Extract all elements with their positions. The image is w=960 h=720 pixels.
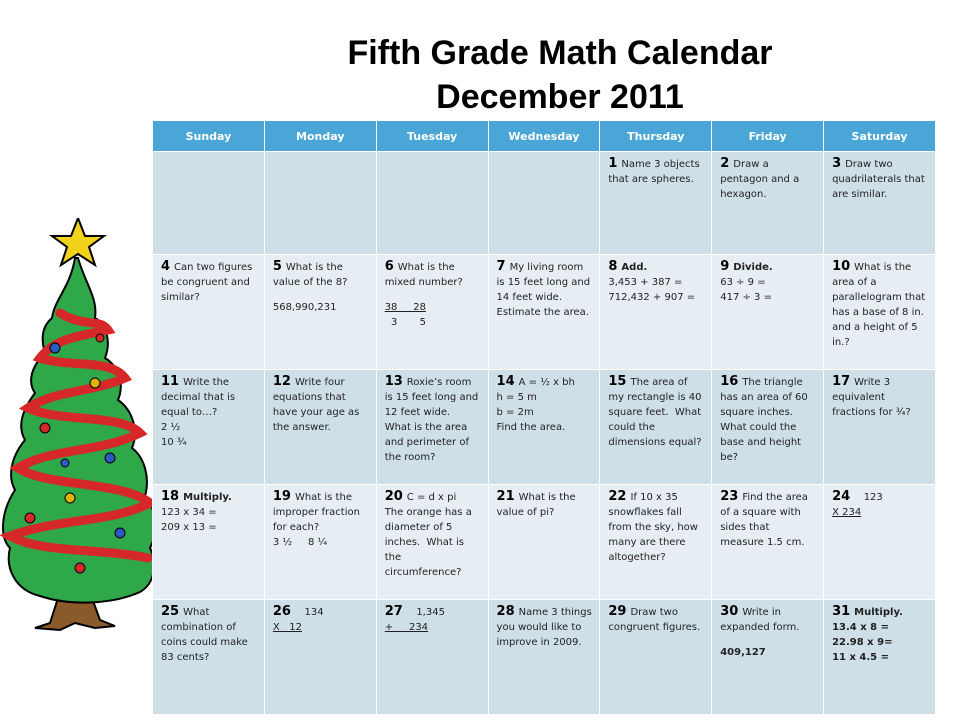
day-number: 8 <box>608 259 618 274</box>
day-number: 2 <box>720 156 730 171</box>
calendar-day-cell <box>376 152 488 255</box>
day-prompt-text: What is the improper fraction for each? <box>272 492 364 533</box>
calendar-day-cell <box>153 255 265 370</box>
day-prompt-text: If 10 x 35 snowflakes fall from the sky, how many are there altogether? <box>608 492 702 563</box>
calendar-day-cell <box>824 370 936 485</box>
day-prompt-text: Name 3 things you would like to improve in 2009. <box>496 607 595 648</box>
day-prompt-text: Roxie’s room is 15 feet long and 12 feet wide. What is the area and perimeter of the room? <box>384 377 482 463</box>
day-prompt-text: Add. <box>621 262 648 273</box>
calendar-day-cell <box>488 600 600 715</box>
calendar-day-cell <box>824 255 936 370</box>
day-prompt-text: Divide. <box>733 262 773 273</box>
calendar-day-cell <box>376 485 488 600</box>
day-prompt-text: 123 <box>854 492 883 503</box>
day-prompt-text: The area of my rectangle is 40 square feet. What could the dimensions equal? <box>608 377 705 448</box>
day-number: 1 <box>608 156 618 171</box>
calendar-day-cell <box>712 600 824 715</box>
calendar-day-cell <box>824 152 936 255</box>
day-prompt-text: 409,127 <box>720 647 766 658</box>
day-number: 17 <box>832 374 851 389</box>
day-prompt-text <box>385 290 481 300</box>
day-number: 9 <box>720 259 730 274</box>
calendar-day-cell <box>600 600 712 715</box>
calendar-week-row <box>153 485 936 600</box>
day-prompt-text: 10 ¾ <box>161 437 187 448</box>
day-prompt-text: Multiply. <box>854 607 903 618</box>
calendar-day-cell <box>264 600 376 715</box>
calendar-table <box>152 120 936 715</box>
calendar-week-row <box>153 152 936 255</box>
day-prompt-text: My living room is 15 feet long and 14 feet wide. Estimate the area. <box>496 262 594 318</box>
day-prompt-text: 3 ½ 8 ¼ <box>272 537 328 548</box>
day-number: 16 <box>720 374 739 389</box>
calendar-day-cell <box>264 485 376 600</box>
day-number: 12 <box>272 374 291 389</box>
calendar-day-cell <box>712 485 824 600</box>
day-prompt-text: What combination of coins could make 83 cents? <box>161 607 252 663</box>
page-subtitle: December 2011 <box>436 78 684 116</box>
calendar-day-cell <box>488 255 600 370</box>
day-prompt-text: 417 ÷ 3 = <box>720 292 772 303</box>
calendar-day-cell <box>376 370 488 485</box>
day-number: 25 <box>161 604 180 619</box>
day-prompt-text: 2 ½ <box>161 422 181 433</box>
day-number: 19 <box>272 489 291 504</box>
day-prompt-text <box>720 635 816 645</box>
day-prompt-text: 1,345 <box>406 607 445 618</box>
calendar-day-cell <box>153 485 265 600</box>
day-prompt-text: b = 2m <box>496 407 534 418</box>
page-title: Fifth Grade Math Calendar <box>347 34 773 72</box>
day-prompt-text: What is the value of the 8? <box>272 262 348 288</box>
christmas-tree-illustration <box>0 218 160 658</box>
day-number: 27 <box>384 604 403 619</box>
day-number: 29 <box>608 604 627 619</box>
day-number: 18 <box>161 489 180 504</box>
day-number: 22 <box>608 489 627 504</box>
day-number: 13 <box>384 374 403 389</box>
day-number: 3 <box>832 156 842 171</box>
calendar-day-cell <box>712 255 824 370</box>
day-prompt-text: 3 5 <box>384 317 427 328</box>
calendar-day-cell <box>153 600 265 715</box>
day-prompt-text: Draw two congruent figures. <box>608 607 701 633</box>
day-prompt-text: 568,990,231 <box>272 302 337 313</box>
header-saturday: Saturday <box>824 121 936 152</box>
calendar-day-cell <box>153 152 265 255</box>
weekday-header-row <box>153 121 936 152</box>
day-prompt-text: C = d x pi <box>406 492 457 503</box>
day-prompt-text: Name 3 objects that are spheres. <box>608 159 703 185</box>
calendar-day-cell <box>376 600 488 715</box>
header-tuesday: Tuesday <box>376 121 488 152</box>
calendar-day-cell <box>600 370 712 485</box>
day-number: 4 <box>161 259 171 274</box>
calendar-day-cell <box>153 370 265 485</box>
day-number: 28 <box>496 604 515 619</box>
calendar-day-cell <box>600 255 712 370</box>
day-prompt-text: What is the mixed number? <box>384 262 463 288</box>
calendar-day-cell <box>488 485 600 600</box>
day-prompt-text: 209 x 13 = <box>161 522 217 533</box>
day-number: 11 <box>161 374 180 389</box>
day-prompt-text: Write the decimal that is equal to…? <box>161 377 239 418</box>
day-number: 24 <box>832 489 851 504</box>
header-wednesday: Wednesday <box>488 121 600 152</box>
day-prompt-text: Write 3 equivalent fractions for ¾? <box>832 377 911 418</box>
day-prompt-text: What is the value of pi? <box>496 492 579 518</box>
calendar-day-cell <box>824 600 936 715</box>
calendar-day-cell <box>600 485 712 600</box>
header-thursday: Thursday <box>600 121 712 152</box>
day-number: 15 <box>608 374 627 389</box>
day-prompt-text: 712,432 + 907 = <box>608 292 696 303</box>
day-prompt-text: 123 x 34 = <box>161 507 217 518</box>
day-prompt-text: What is the area of a parallelogram that has a base of 8 in. and a height of 5 in.? <box>832 262 929 348</box>
header-friday: Friday <box>712 121 824 152</box>
day-prompt-text: A = ½ x bh <box>518 377 575 388</box>
calendar-day-cell <box>376 255 488 370</box>
day-number: 21 <box>496 489 515 504</box>
calendar-day-cell <box>712 152 824 255</box>
calendar-day-cell <box>264 255 376 370</box>
day-prompt-text: The orange has a diameter of 5 inches. What is the circumference? <box>384 507 476 578</box>
day-prompt-text: 134 <box>294 607 324 618</box>
day-prompt-text: 3,453 + 387 = <box>608 277 683 288</box>
day-prompt-text: 63 ÷ 9 = <box>720 277 766 288</box>
day-number: 30 <box>720 604 739 619</box>
day-prompt-text: Draw a pentagon and a hexagon. <box>720 159 803 200</box>
day-prompt-text: Can two figures be congruent and similar? <box>161 262 256 303</box>
calendar-week-row <box>153 255 936 370</box>
calendar-day-cell <box>488 152 600 255</box>
day-number: 23 <box>720 489 739 504</box>
day-number: 20 <box>384 489 403 504</box>
calendar-day-cell <box>264 370 376 485</box>
calendar-day-cell <box>824 485 936 600</box>
day-prompt-text: 38 28 <box>384 302 427 313</box>
day-prompt-text: Draw two quadrilaterals that are similar. <box>832 159 928 200</box>
calendar-day-cell <box>488 370 600 485</box>
day-number: 31 <box>832 604 851 619</box>
day-number: 5 <box>272 259 282 274</box>
day-number: 26 <box>272 604 291 619</box>
day-number: 6 <box>384 259 394 274</box>
header-sunday: Sunday <box>153 121 265 152</box>
header-monday: Monday <box>264 121 376 152</box>
calendar-day-cell <box>712 370 824 485</box>
day-prompt-text: Find the area. <box>496 422 566 433</box>
day-prompt-text: h = 5 m <box>496 392 537 403</box>
day-prompt-text: X 12 <box>272 622 302 633</box>
day-number: 7 <box>496 259 506 274</box>
day-prompt-text: + 234 <box>384 622 429 633</box>
day-number: 10 <box>832 259 851 274</box>
day-prompt-text: 11 x 4.5 = <box>832 652 889 663</box>
day-prompt-text: Multiply. <box>183 492 232 503</box>
day-prompt-text: Find the area of a square with sides that measure 1.5 cm. <box>720 492 812 548</box>
day-prompt-text: The triangle has an area of 60 square inches. What could the base and height be? <box>720 377 811 463</box>
day-prompt-text: Write in expanded form. <box>720 607 800 633</box>
day-prompt-text: Write four equations that have your age as the answer. <box>272 377 363 433</box>
calendar-day-cell <box>600 152 712 255</box>
calendar-week-row <box>153 370 936 485</box>
day-prompt-text: 22.98 x 9= <box>832 637 893 648</box>
day-prompt-text: X 234 <box>832 507 862 518</box>
day-prompt-text: 13.4 x 8 = <box>832 622 889 633</box>
calendar-day-cell <box>264 152 376 255</box>
calendar-week-row <box>153 600 936 715</box>
day-prompt-text <box>273 290 369 300</box>
day-number: 14 <box>496 374 515 389</box>
